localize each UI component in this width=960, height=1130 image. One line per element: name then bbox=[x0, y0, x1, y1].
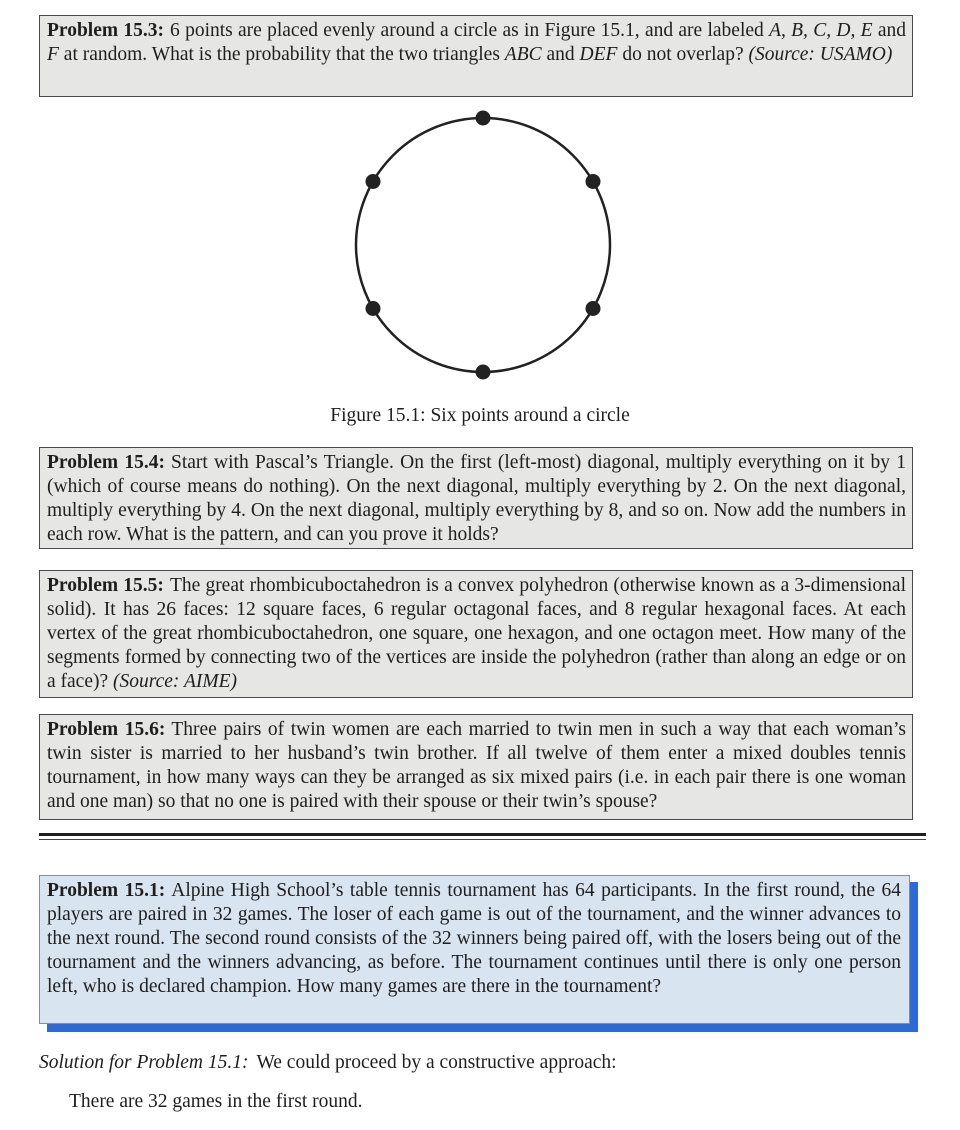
problem-label: Problem 15.3: bbox=[47, 20, 165, 41]
problem-label: Problem 15.4: bbox=[47, 452, 165, 473]
solution-text: We could proceed by a constructive approach: bbox=[256, 1052, 617, 1073]
problem-text: Alpine High School’s table tennis tournament has 64 participants. In the first round, the 64 players are paired in 32 games. The loser of each game is out of the tournament, and the winner advances to the next round. The second round consists of the 32 winners being paired off, with the losers being out of the tournament and the winners advancing, as before. The tournament continues until there is only one person left, who is declared champion. How many games are there in the tournament? bbox=[47, 880, 901, 997]
problem-label: Problem 15.1: bbox=[47, 880, 166, 901]
solution-label: Solution for Problem 15.1: bbox=[39, 1052, 249, 1073]
problem-15-5-box bbox=[39, 570, 913, 698]
problem-15-4-box bbox=[39, 447, 913, 549]
problem-text: 6 points are placed evenly around a circle as in Figure 15.1, and are labeled A, B, C, D, E and F at random. What is the probability that the two triangles ABC and DEF do not overlap? (Source: USAMO) bbox=[47, 20, 906, 65]
problem-15-3-box bbox=[39, 15, 913, 97]
problem-label: Problem 15.5: bbox=[47, 575, 164, 596]
circle-outline bbox=[356, 118, 610, 372]
problem-15-6-box bbox=[39, 714, 913, 820]
point-lower-left bbox=[366, 301, 381, 316]
section-divider-thin bbox=[39, 839, 926, 840]
problem-15-1-box bbox=[39, 875, 910, 1024]
problem-text: Three pairs of twin women are each married to twin men in such a way that each woman’s twin sister is married to her husband’s twin brother. If all twelve of them enter a mixed doubles tennis tournament, in how many ways can they be arranged as six mixed pairs (i.e. in each pair there is one woman and one man) so that no one is paired with their spouse or their twin’s spouse? bbox=[47, 719, 907, 812]
point-bottom bbox=[476, 365, 491, 380]
point-lower-right bbox=[586, 301, 601, 316]
section-divider-thick bbox=[39, 833, 926, 836]
circle-diagram bbox=[340, 108, 630, 388]
point-upper-right bbox=[586, 174, 601, 189]
point-upper-left bbox=[366, 174, 381, 189]
figure-caption: Figure 15.1: Six points around a circle bbox=[330, 405, 630, 426]
figure-six-points-circle bbox=[340, 108, 630, 388]
problem-text: The great rhombicuboctahedron is a convex polyhedron (otherwise known as a 3-dimensional solid). It has 26 faces: 12 square faces, 6 regular octagonal faces, and 8 regular hexagonal faces. At each vertex of the great rhombicuboctahedron, one square, one hexagon, and one octagon meet. How many of the segments formed by connecting two of the vertices are inside the polyhedron (rather than along an edge or on a face)? (Source: AIME) bbox=[47, 575, 906, 692]
problem-label: Problem 15.6: bbox=[47, 719, 166, 740]
problem-text: Start with Pascal’s Triangle. On the first (left-most) diagonal, multiply everything on it by 1 (which of course means do nothing). On the next diagonal, multiply everything by 2. On the next diagonal, multiply everything by 4. On the next diagonal, multiply everything by 8, and so on. Now add the numbers in each row. What is the pattern, and can you prove it holds? bbox=[47, 452, 906, 545]
solution-intro bbox=[39, 1052, 617, 1074]
point-top bbox=[476, 111, 491, 126]
solution-step: There are 32 games in the first round. bbox=[69, 1091, 363, 1112]
